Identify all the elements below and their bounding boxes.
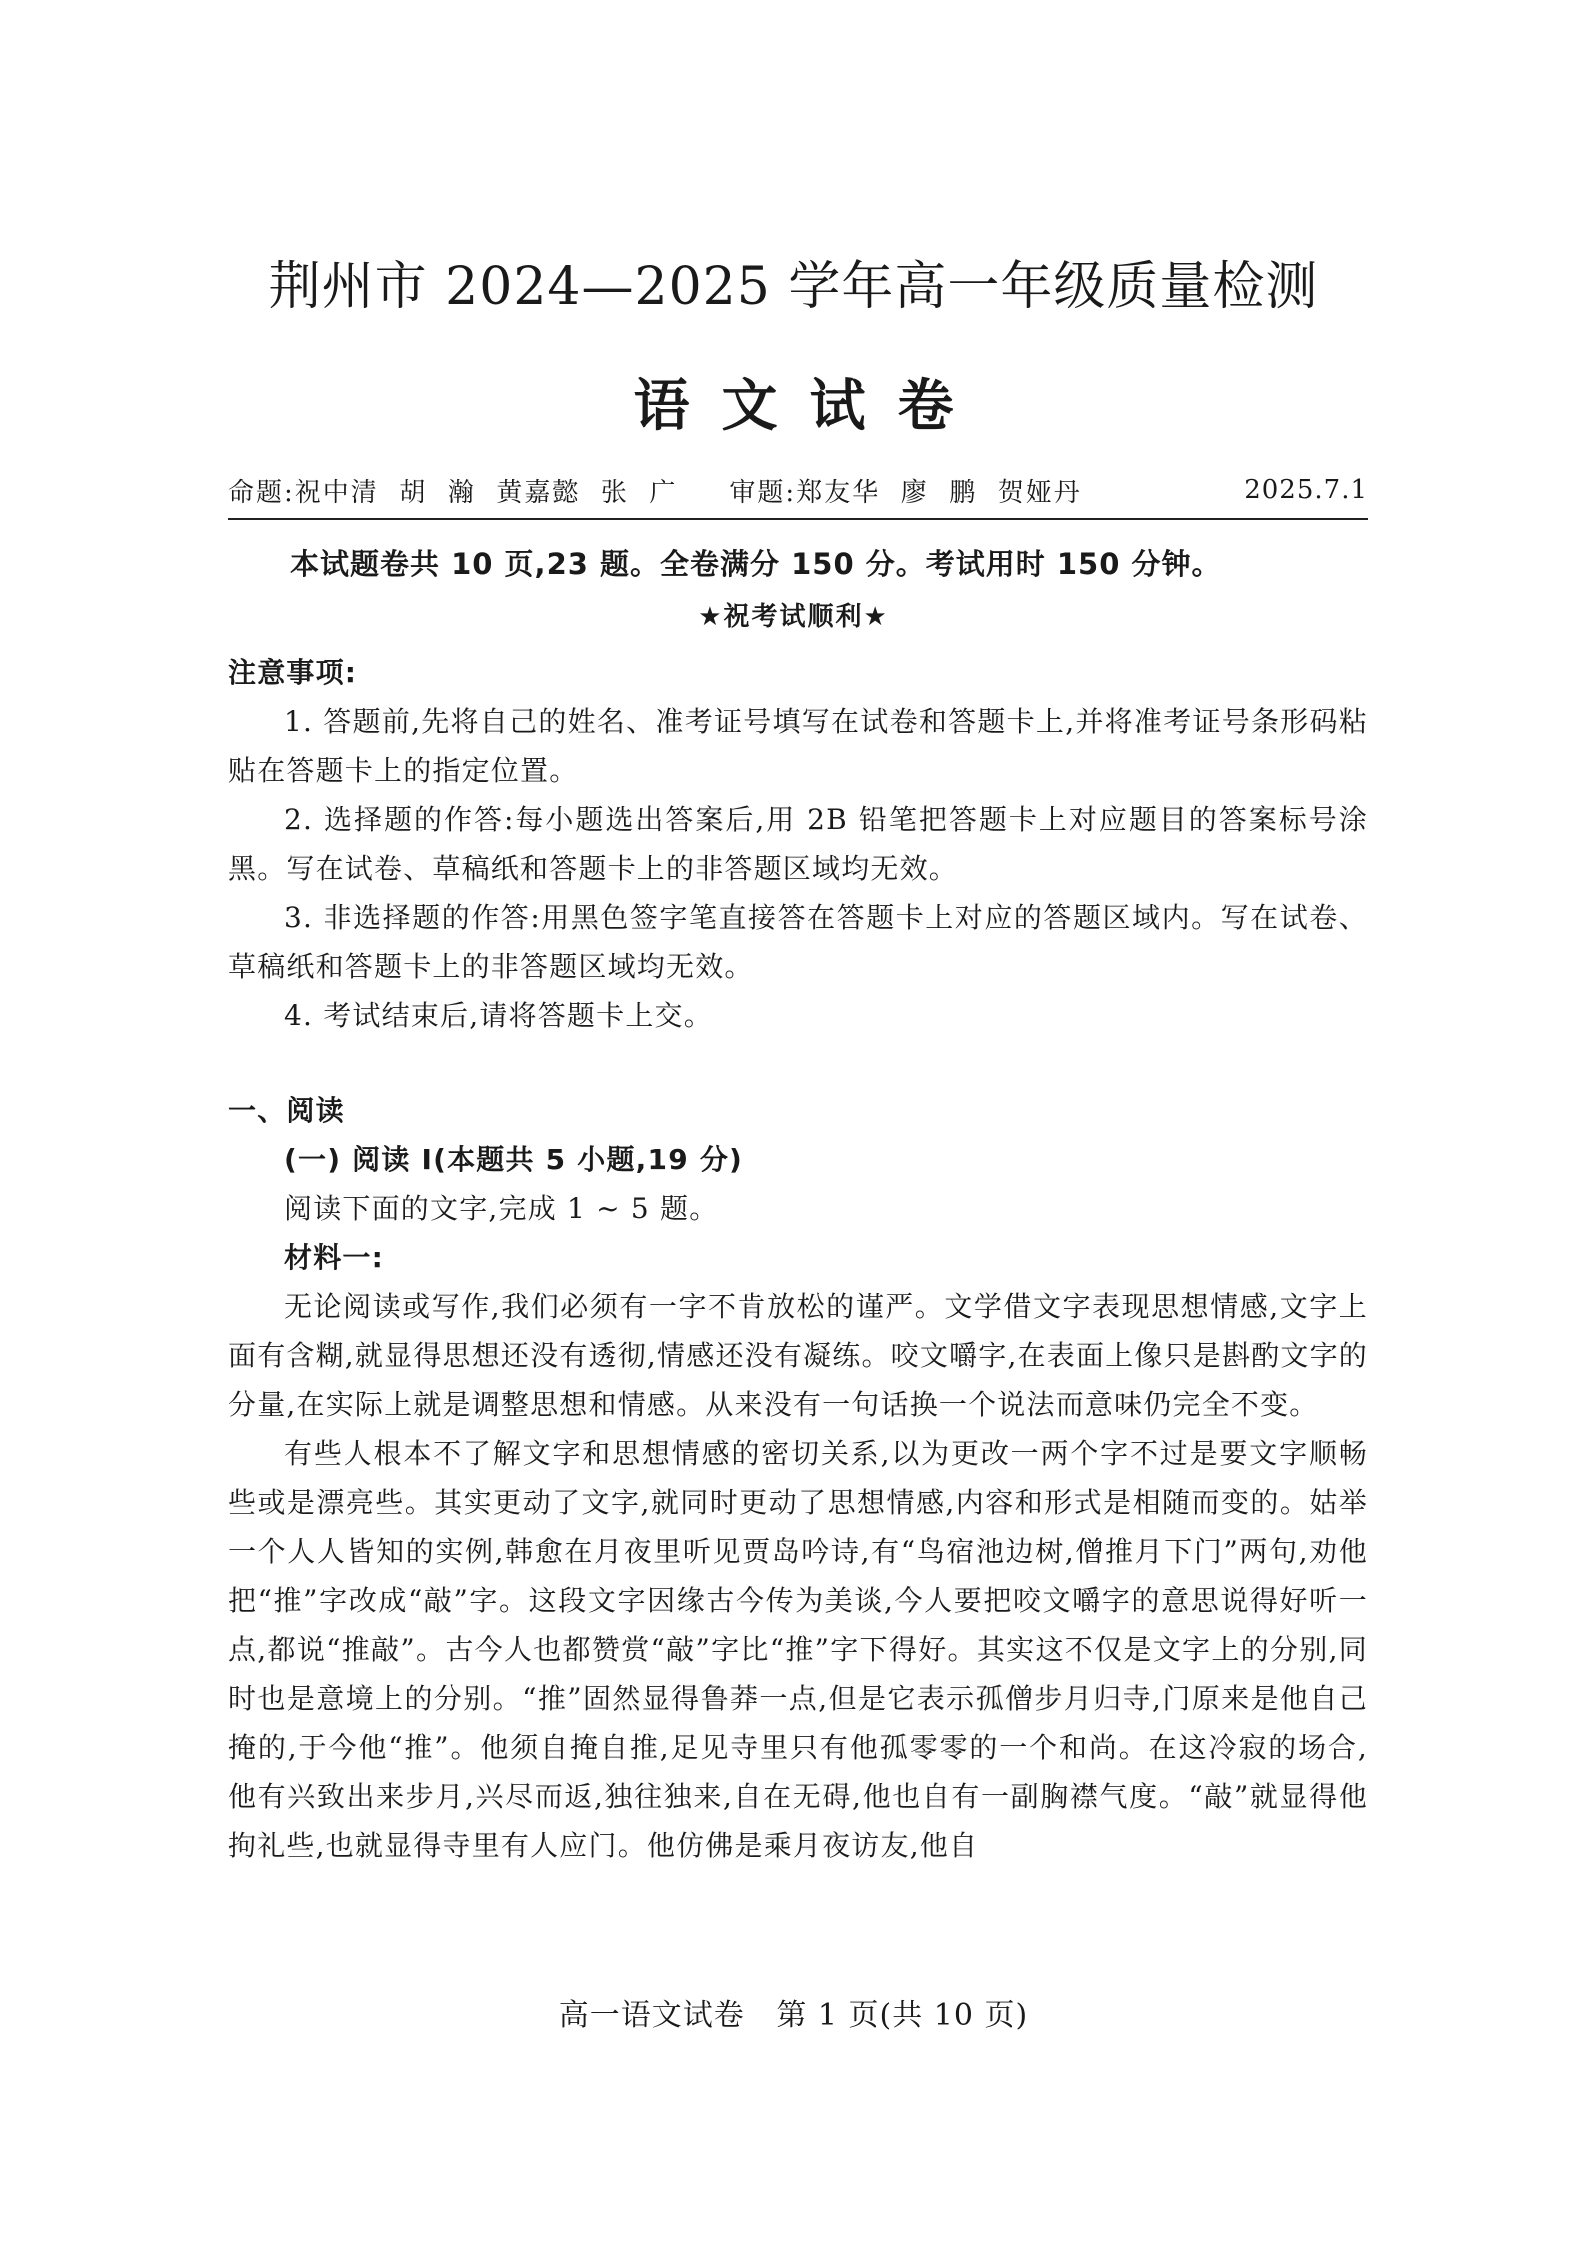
- exam-info: 本试题卷共 10 页,23 题。全卷满分 150 分。考试用时 150 分钟。: [290, 547, 1222, 581]
- reading-instruction: 阅读下面的文字,完成 1 ~ 5 题。: [284, 1192, 719, 1225]
- material-label: 材料一:: [284, 1241, 384, 1274]
- header-divider: [228, 518, 1368, 520]
- exam-date: 2025.7.1: [1244, 475, 1368, 505]
- note-item: 1. 答题前,先将自己的姓名、准考证号填写在试卷和答题卡上,并将准考证号条形码粘贴在答题卡上的指定位置。: [228, 705, 1368, 787]
- section-title: 一、阅读: [228, 1094, 345, 1127]
- exam-title: 荆州市 2024—2025 学年高一年级质量检测: [268, 257, 1319, 317]
- page-footer: 高一语文试卷 第 1 页(共 10 页): [558, 1998, 1029, 2033]
- sub-section-title: (一) 阅读 I(本题共 5 小题,19 分): [284, 1143, 744, 1176]
- reviewers-label: 审题:: [729, 477, 797, 508]
- reviewers: [729, 472, 1081, 509]
- material-paragraph: 无论阅读或写作,我们必须有一字不肯放松的谨严。文学借文字表现思想情感,文字上面有含糊,就显得思想还没有透彻,情感还没有凝练。咬文嚼字,在表面上像只是斟酌文字的分量,在实际上就是调整思想和情感。从来没有一句话换一个说法而意味仍完全不变。: [228, 1290, 1368, 1421]
- authors-names: 祝中清 胡 瀚 黄嘉懿 张 广: [294, 477, 678, 508]
- notes-section: [228, 648, 1368, 1040]
- note-item: 2. 选择题的作答:每小题选出答案后,用 2B 铅笔把答题卡上对应题目的答案标号涂黑。写在试卷、草稿纸和答题卡上的非答题区域均无效。: [228, 803, 1368, 885]
- credits-line: [228, 468, 1368, 512]
- note-item: 4. 考试结束后,请将答题卡上交。: [284, 999, 713, 1032]
- notes-heading: 注意事项:: [228, 656, 358, 689]
- good-luck-banner: ★祝考试顺利★: [698, 602, 889, 632]
- material-paragraph: 有些人根本不了解文字和思想情感的密切关系,以为更改一两个字不过是要文字顺畅些或是漂亮些。其实更动了文字,就同时更动了思想情感,内容和形式是相随而变的。姑举一个人人皆知的实例,韩愈在月夜里听见贾岛吟诗,有“鸟宿池边树,僧推月下门”两句,劝他把“推”字改成“敲”字。这段文字因缘古今传为美谈,今人要把咬文嚼字的意思说得好听一点,都说“推敲”。古今人也都赞赏“敲”字比“推”字下得好。其实这不仅是文字上的分别,同时也是意境上的分别。“推”固然显得鲁莽一点,但是它表示孤僧步月归寺,门原来是他自己掩的,于今他“推”。他须自掩自推,足见寺里只有他孤零零的一个和尚。在这冷寂的场合,他有兴致出来步月,兴尽而返,独往独来,自在无碍,他也自有一副胸襟气度。“敲”就显得他拘礼些,也就显得寺里有人应门。他仿佛是乘月夜访友,他自: [228, 1437, 1368, 1862]
- reading-section: [228, 1086, 1368, 1870]
- authors: [228, 472, 677, 509]
- reviewers-names: 郑友华 廖 鹏 贺娅丹: [796, 477, 1082, 508]
- subject-title: 语文试卷: [633, 374, 986, 439]
- note-item: 3. 非选择题的作答:用黑色签字笔直接答在答题卡上对应的答题区域内。写在试卷、草稿纸和答题卡上的非答题区域均无效。: [228, 901, 1368, 983]
- authors-label: 命题:: [228, 477, 295, 508]
